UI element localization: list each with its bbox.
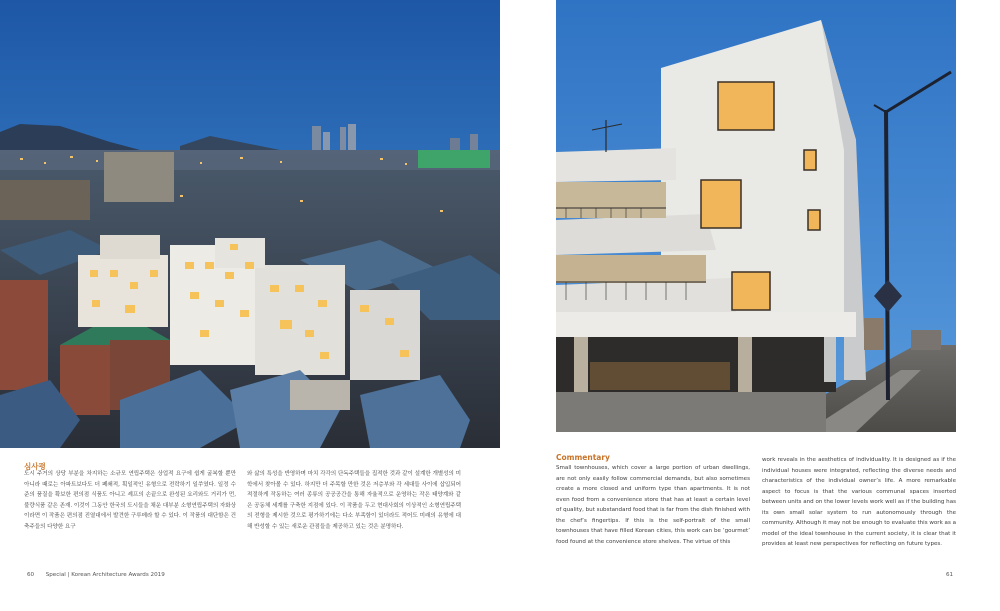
footer-section: Special: [45, 572, 66, 578]
footer-publication: Korean Architecture Awards 2019: [71, 572, 165, 578]
english-commentary-column-2: work reveals in the aesthetics of individuality. It is designed as if the individual houses were integrated, reflecting the diverse needs and characteristics of the individual owner’s life. A more remarkable aspect to focus is that the various communal spaces inserted between units and on the lower levels work well as if the building has its own small solar system to run autonomously through the community. Although it may not be enough to evaluate this work as a model of the ideal townhouse in the current society, it is clear that it provides at least new perspectives for reflecting on future types.: [762, 457, 957, 548]
page-number-left: 60: [27, 572, 35, 578]
footer-left: [27, 572, 165, 578]
footer-divider: |: [67, 572, 70, 578]
photo-building-exterior-dusk: [556, 0, 956, 432]
english-commentary-heading: Commentary: [556, 453, 610, 462]
korean-commentary-column-1: 도시 주거의 상당 부분을 차지하는 소규모 연립주택은 상업적 요구에 쉽게 굴복할 뿐만 아니라 때로는 아파트보다도 더 폐쇄적, 획일적인 유형으로 전락하기 일쑤였다. 일정 수준의 품질을 확보한 편의점 식품도 아니고 셰프의 손끝으로 완성된 요리와도 거리가 먼, 불량식품 같은 존재. 이것이 그동안 한국의 도시들을 채운 대부분 소형연립주택의 자화상이라면 이 작품은 편의점 진열대에서 발견한 구루메라 할 수 있다. 이 작품의 대단함은 건축주들의 다양한 요구: [24, 471, 236, 530]
photo-aerial-night-view: [0, 0, 500, 448]
page-number-right: 61: [946, 572, 954, 578]
korean-commentary-column-2: 와 삶의 특성을 반영하며 마치 각각의 단독주택들을 집적한 것과 같이 설계한 개별성의 미학에서 찾아볼 수 있다. 하지만 더 주목할 만한 것은 저층부와 각 세대들 사이에 삽입되어 적절하게 작동하는 여러 종류의 공공공간을 통해 자율적으로 운영하는 작은 태양계와 같은 공동체 세계를 구축한 지점에 있다. 이 작품을 두고 현대사회의 이상적인 소형연립주택의 전형을 제시한 것으로 평가하기에는 다소 부족함이 있더라도 적어도 미래의 유형에 대해 반성할 수 있는 새로운 관점들을 제공하고 있는 것은 분명하다.: [247, 471, 461, 530]
korean-commentary-heading: 심사평: [24, 462, 46, 471]
english-commentary-column-1: Small townhouses, which cover a large portion of urban dwellings, are not only easily follow commercial demands, but also sometimes create a more closed and uniform type than apartments. It is not even food from a convenience store that has at least a certain level of quality, but substandard food that is far from the dish finished with the chef’s fingertips. If this is the self-portrait of the small townhouses that have filled Korean cities, this work can be ‘gourmet’ food found at the convenience store shelves. The virtue of this: [556, 465, 750, 545]
